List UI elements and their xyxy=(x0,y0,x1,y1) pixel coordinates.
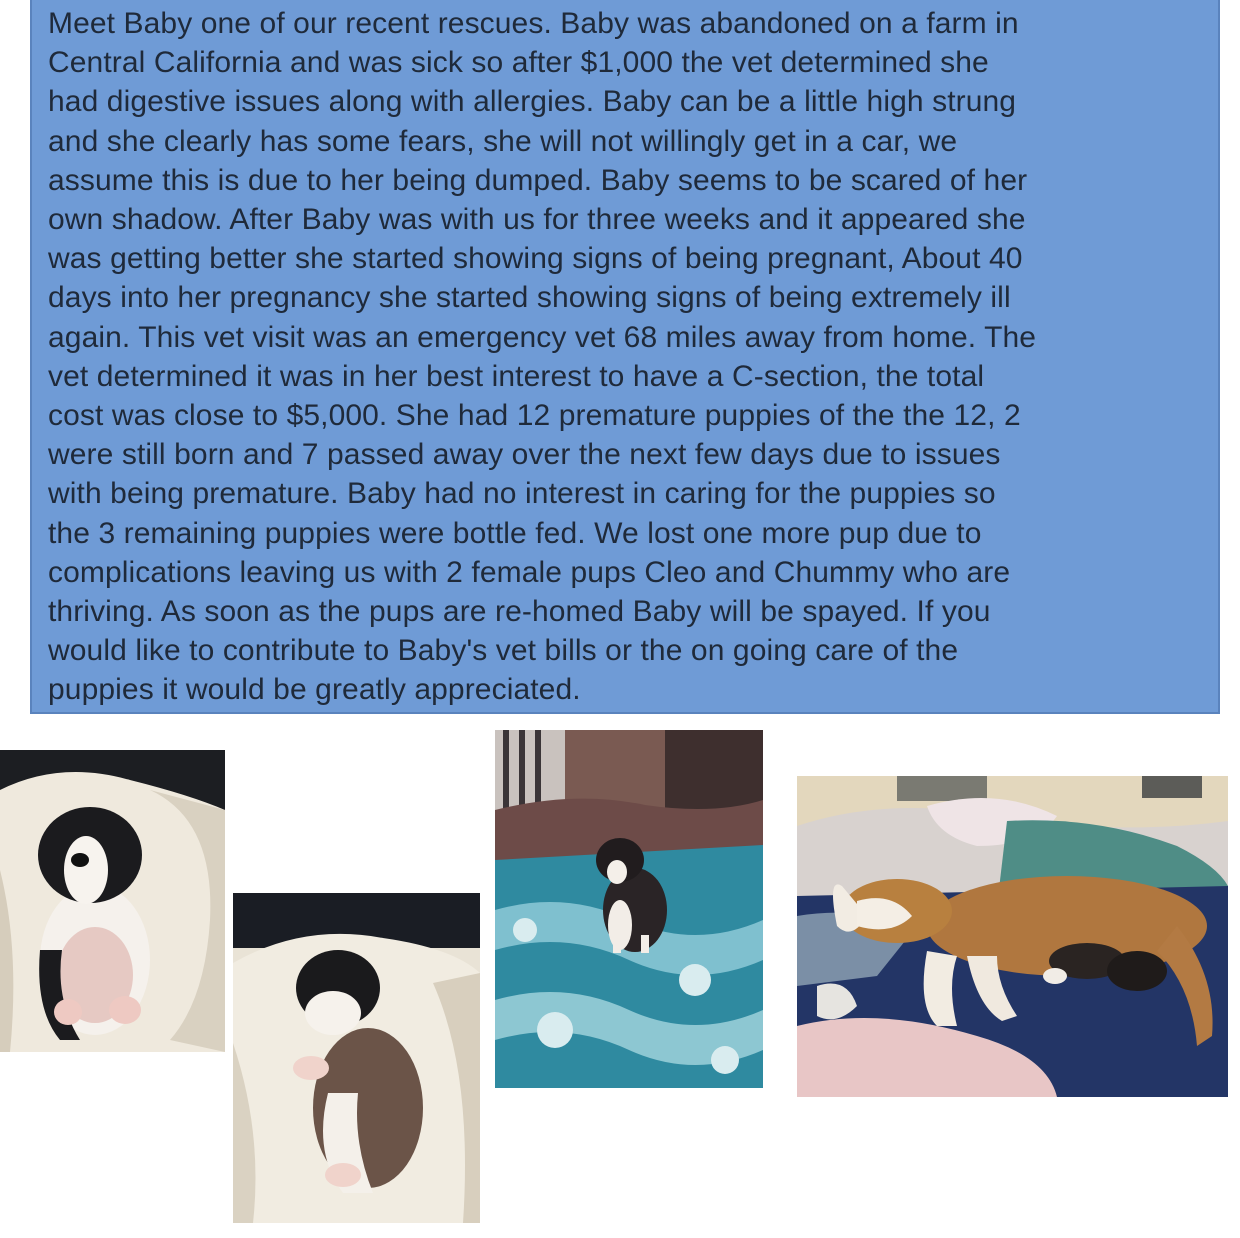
story-line: again. This vet visit was an emergency vet 68 miles away from home. The xyxy=(48,320,1037,354)
story-line: Central California and was sick so after $1,000 the vet determined she xyxy=(48,46,989,80)
story-line: was getting better she started showing signs of being pregnant, About 40 xyxy=(48,242,1023,276)
story-line: had digestive issues along with allergies. Baby can be a little high strung xyxy=(48,85,1017,119)
story-line: Meet Baby one of our recent rescues. Baby was abandoned on a farm in xyxy=(48,7,1019,40)
sleeping-puppy-photo xyxy=(233,893,480,1223)
story-line: assume this is due to her being dumped. Baby seems to be scared of her xyxy=(48,163,1028,197)
puppy-on-bed-photo xyxy=(495,730,763,1088)
story-line: with being premature. Baby had no interest in caring for the puppies so xyxy=(48,477,996,511)
puppy-on-bed-illustration xyxy=(495,730,763,1088)
story-line: own shadow. After Baby was with us for three weeks and it appeared she xyxy=(48,203,1026,237)
story-line: cost was close to $5,000. She had 12 premature puppies of the the 12, 2 xyxy=(48,399,1021,433)
story-line: vet determined it was in her best interest to have a C-section, the total xyxy=(48,359,985,393)
story-line: the 3 remaining puppies were bottle fed. We lost one more pup due to xyxy=(48,516,982,550)
story-line: and she clearly has some fears, she will not willingly get in a car, we xyxy=(48,124,958,158)
story-line: days into her pregnancy she started showing signs of being extremely ill xyxy=(48,281,1011,315)
story-line: would like to contribute to Baby's vet bills or the on going care of the xyxy=(48,634,959,668)
sleeping-puppy-illustration xyxy=(233,893,480,1223)
story-line: complications leaving us with 2 female pups Cleo and Chummy who are xyxy=(48,555,1011,589)
mother-dog-nursing-illustration xyxy=(797,776,1228,1097)
story-line: thriving. As soon as the pups are re-homed Baby will be spayed. If you xyxy=(48,595,991,629)
story-text-box xyxy=(30,0,1220,714)
story-line: were still born and 7 passed away over the next few days due to issues xyxy=(48,438,1001,472)
mother-dog-nursing-photo xyxy=(797,776,1228,1097)
story-line: puppies it would be greatly appreciated. xyxy=(48,673,581,707)
puppy-on-blanket-illustration xyxy=(0,750,225,1052)
puppy-on-blanket-photo xyxy=(0,750,225,1052)
